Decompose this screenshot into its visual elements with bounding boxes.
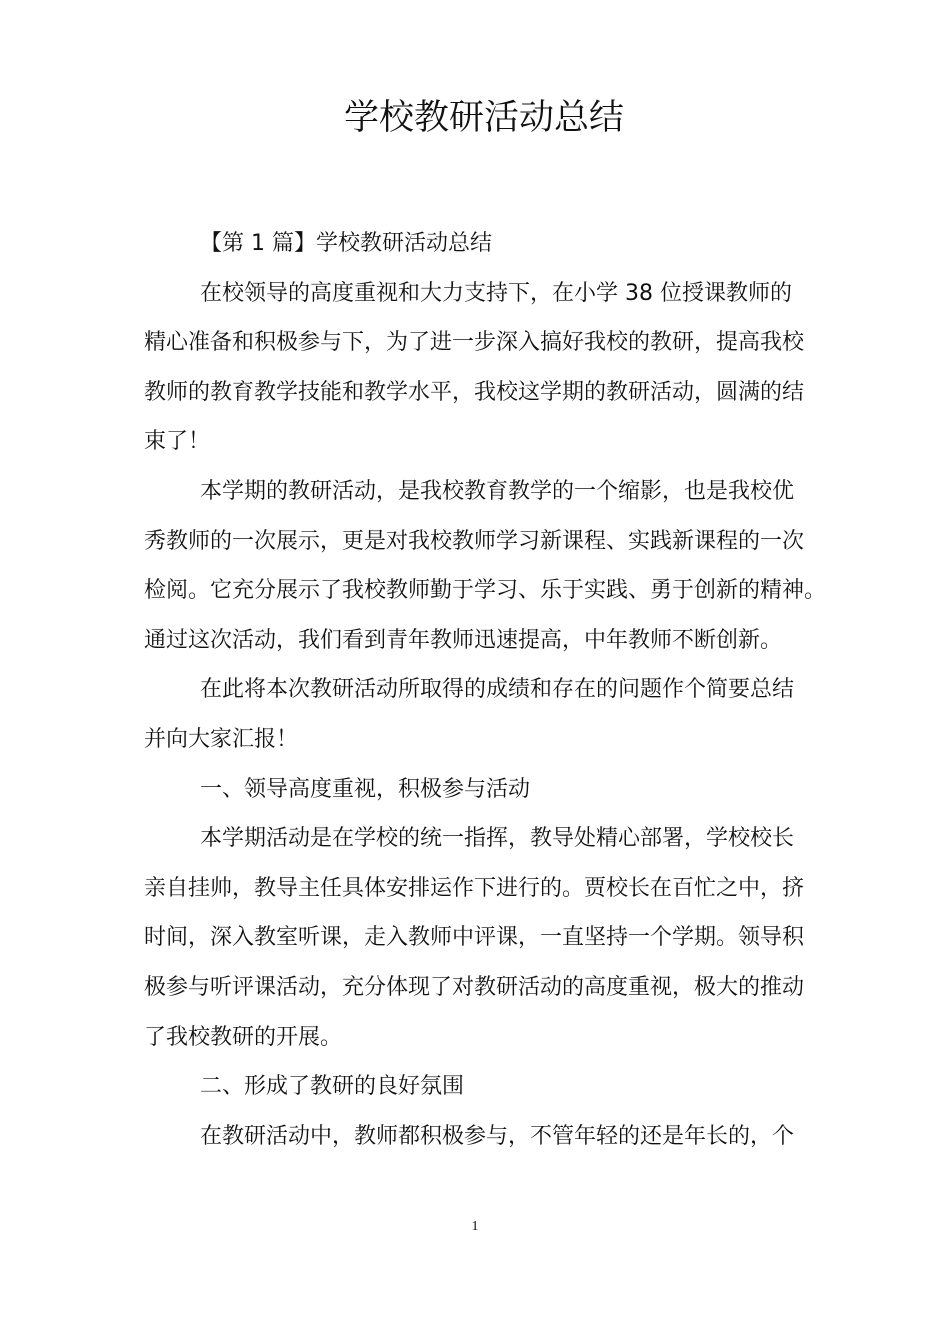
document-body <box>144 219 827 1161</box>
document-title: 学校教研活动总结 <box>343 98 624 138</box>
paragraph-line: 教师的教育教学技能和教学水平，我校这学期的教研活动，圆满的结 <box>144 379 805 405</box>
paragraph-line: 秀教师的一次展示，更是对我校教师学习新课程、实践新课程的一次 <box>144 528 805 554</box>
subheading: 一、领导高度重视，积极参与活动 <box>200 776 531 802</box>
paragraph-line: 通过这次活动，我们看到青年教师迅速提高，中年教师不断创新。 <box>144 627 783 653</box>
paragraph-line: 了我校教研的开展。 <box>144 1024 343 1050</box>
paragraph-line: 并向大家汇报！ <box>144 726 299 752</box>
paragraph-line: 本学期活动是在学校的统一指挥，教导处精心部署，学校校长 <box>200 826 795 852</box>
paragraph-line: 在校领导的高度重视和大力支持下，在小学 38 位授课教师的 <box>200 280 792 306</box>
paragraph-line: 检阅。它充分展示了我校教师勤于学习、乐于实践、勇于创新的精神。 <box>144 578 827 604</box>
paragraph-line: 在此将本次教研活动所取得的成绩和存在的问题作个简要总结 <box>200 677 795 703</box>
subheading: 二、形成了教研的良好氛围 <box>200 1074 465 1100</box>
section-heading: 【第 1 篇】学校教研活动总结 <box>200 231 492 256</box>
paragraph-line: 在教研活动中，教师都积极参与，不管年轻的还是年长的，个 <box>200 1123 795 1149</box>
paragraph-line: 时间，深入教室听课，走入教师中评课，一直坚持一个学期。领导积 <box>144 925 805 951</box>
paragraph-line: 亲自挂帅，教导主任具体安排运作下进行的。贾校长在百忙之中，挤 <box>144 875 805 901</box>
paragraph-line: 束了！ <box>144 429 211 455</box>
paragraph-line: 精心准备和积极参与下，为了进一步深入搞好我校的教研，提高我校 <box>144 330 805 356</box>
page-number: 1 <box>471 1219 479 1234</box>
paragraph-line: 极参与听评课活动，充分体现了对教研活动的高度重视，极大的推动 <box>144 974 805 1000</box>
paragraph-line: 本学期的教研活动，是我校教育教学的一个缩影，也是我校优 <box>200 478 795 504</box>
